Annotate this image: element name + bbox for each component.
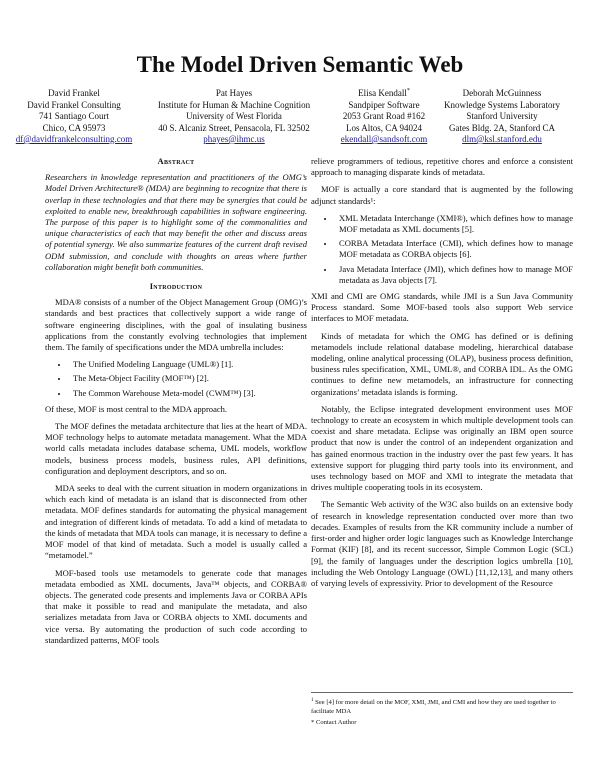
author-email-link[interactable]: phayes@ihmc.us xyxy=(203,134,265,144)
author-name-text: Elisa Kendall xyxy=(358,88,407,98)
author-org: Institute for Human & Machine Cognition xyxy=(157,99,311,110)
author-addr: 741 Santiago Court xyxy=(39,111,109,121)
abstract-text: Researchers in knowledge representation and practitioners of the OMG’s Model Driven Architecture® (MDA) are beginning to recognize that there is overlap in these technologies and that there may be synergies that could be exploited to enable new, breakthrough capabilities in software engineering. The purpose of this paper is to highlight some of the commonalities and unique characteristics of each that may benefit the other and discuss areas of potential synergy. We also summarize features of the current draft revised ODM submission, and conclude with thoughts on areas where further collaboration might benefit both communities. xyxy=(45,172,307,272)
author-org: David Frankel Consulting xyxy=(27,99,121,110)
author-mcguinness xyxy=(432,88,572,146)
author-city: 40 S. Alcaniz Street, Pensacola, FL 32502 xyxy=(158,122,310,133)
paragraph: relieve programmers of tedious, repetitive chores and enforce a consistent approach to managing disparate kinds of metadata. xyxy=(311,156,573,178)
author-city: Los Altos, CA 94024 xyxy=(345,122,422,133)
paragraph: Notably, the Eclipse integrated development environment uses MOF technology to create an ecosystem in which multiple development tools can coexist and share metadata. Eclipse was originally an IBM open source product that now is under the control of an independent organization and has gained enormous traction in the industry over the past few years. It has extensive support for plugging third party tools into its environment, and uses technology based on MOF and XMI to integrate the metadata that drives multiple cooperating tools in its ecosystem. xyxy=(311,403,573,493)
list-item: • The Common Warehouse Meta-model (CWM™) [3]. xyxy=(69,388,307,399)
contact-mark: * xyxy=(406,88,410,94)
footnote-text: See [4] for more detail on the MOF, XMI, JMI, and CMI and how they are used together to facilitate MDA xyxy=(311,699,556,715)
author-city: Gates Bldg. 2A, Stanford CA xyxy=(449,122,555,133)
list-item: • XML Metadata Interchange (XMI®), which defines how to manage MOF metadata as XML documents [5]. xyxy=(335,213,573,235)
author-email-link[interactable]: dlm@ksl.stanford.edu xyxy=(462,134,542,144)
list-item: • The Unified Modeling Language (UML®) [1]. xyxy=(69,359,307,370)
list-item: • The Meta-Object Facility (MOF™) [2]. xyxy=(69,373,307,384)
right-column xyxy=(311,156,573,595)
paragraph: The MOF defines the metadata architecture that lies at the heart of MDA. MOF technology helps to automate metadata management. What the MDA world calls metadata includes database schema, UML models, workflow models, business process models, business rules, API definitions, configuration and deployment descriptors, and so on. xyxy=(45,421,307,476)
paragraph: MOF is actually a core standard that is augmented by the following adjunct standards¹: xyxy=(311,184,573,206)
author-addr: Stanford University xyxy=(466,111,538,121)
left-column xyxy=(45,156,307,652)
author-email-link[interactable]: ekendall@sandsoft.com xyxy=(340,134,428,144)
list-item: • CORBA Metadata Interface (CMI), which defines how to manage MOF metadata as CORBA objects [6]. xyxy=(335,238,573,260)
author-addr: University of West Florida xyxy=(186,111,282,121)
author-name: David Frankel xyxy=(48,88,100,98)
paragraph: MDA® consists of a number of the Object Management Group (OMG)’s standards and best practices that collectively support a wide range of software engineering disciplines, with the goal of insulating business applications from the constantly evolving technologies that implement them. The family of specifications under the MDA umbrella includes: xyxy=(45,297,307,353)
author-hayes xyxy=(134,88,334,146)
paragraph: Of these, MOF is most central to the MDA approach. xyxy=(45,403,228,414)
paragraph: MOF-based tools use metamodels to generate code that manages metadata embodied as XML documents, Java™ objects, and CORBA® objects. The generated code presents and implements Java or CORBA APIs that make it possible to read and manipulate the metadata, and also serializes metadata from Java or CORBA objects to XML documents and vice versa. By automating the production of such code according to standardized patterns, MOF tools xyxy=(45,567,307,645)
author-frankel xyxy=(4,88,144,146)
author-org: Sandpiper Software xyxy=(348,99,420,110)
bullet-list xyxy=(45,359,307,399)
author-email-link[interactable]: df@davidfrankelconsulting.com xyxy=(15,134,133,144)
author-kendall xyxy=(330,88,438,146)
paragraph: Kinds of metadata for which the OMG has defined or is defining metamodels include relational database modeling, hierarchical database modeling, online analytical processing (OLAP), business process definition, business rules specification, XML, UML®, and CORBA IDL. As the OMG continues to define new metamodels, an infrastructure for connecting organizations’ metadata islands is forming. xyxy=(311,330,573,397)
author-name: Deborah McGuinness xyxy=(462,88,542,98)
author-name: Pat Hayes xyxy=(215,88,253,98)
paragraph: XMI and CMI are OMG standards, while JMI is a Sun Java Community Process standard. Some MOF-based tools also support Web service interfaces to MOF metadata. xyxy=(311,291,573,324)
paragraph: MDA seeks to deal with the current situation in modern organizations in which each kind of metadata is an island that is disconnected from other metadata. MOF defines standards for automating the physical management and integration of different kinds of metadata. To add a kind of metadata to the kinds of metadata that MDA tools can manage, it is necessary to define a MOF model of that kind of metadata. Such a model is usually called a “metamodel.” xyxy=(45,483,307,561)
author-name xyxy=(330,88,438,100)
introduction-heading: Introduction xyxy=(149,281,203,292)
footnotes xyxy=(311,692,573,731)
author-city: Chico, CA 95973 xyxy=(42,122,106,133)
footnote-1 xyxy=(311,697,573,716)
author-org: Knowledge Systems Laboratory xyxy=(444,99,560,110)
footnote-contact: * Contact Author xyxy=(311,719,357,727)
abstract-heading: Abstract xyxy=(157,156,195,166)
author-addr: 2053 Grant Road #162 xyxy=(342,111,426,121)
paragraph: The Semantic Web activity of the W3C also builds on an extensive body of research in knowledge representation conducted over more than two decades. Examples of results from the KR community include a number of first-order and higher order logic languages such as Knowledge Interchange Format (KIF) [8], and its recent successor, Simple Common Logic (SCL) [9], the family of languages under the description logics umbrella [10], including the Web Ontology Language (OWL) [11,12,13], and many others of varying levels of expressivity. Prior to development of the Resource xyxy=(311,499,573,588)
paper-title: The Model Driven Semantic Web xyxy=(136,52,464,77)
bullet-list xyxy=(311,213,573,286)
list-item: • Java Metadata Interface (JMI), which defines how to manage MOF metadata as Java objects [7]. xyxy=(335,264,573,286)
footnote-mark: 1 xyxy=(311,698,314,703)
